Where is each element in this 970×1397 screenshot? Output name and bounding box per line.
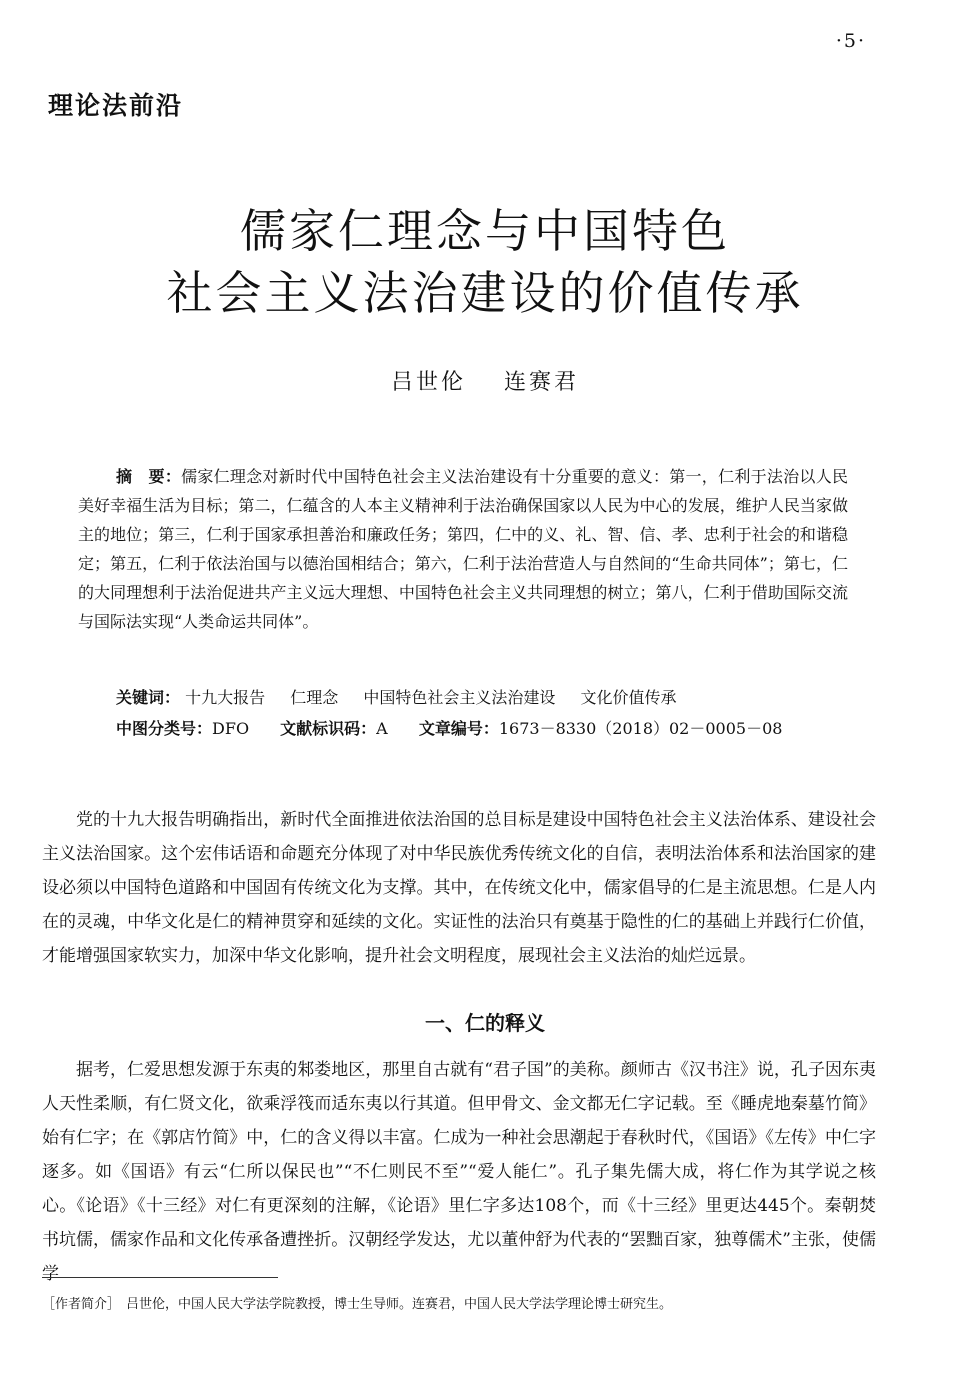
abstract-text: 儒家仁理念对新时代中国特色社会主义法治建设有十分重要的意义：第一，仁利于法治以人民美好幸福生活为目标；第二，仁蕴含的人本主义精神利于法治确保国家以人民为中心的发展，维护人民当家做主的地位；第三，仁利于国家承担善治和廉政任务；第四，仁中的义、礼、智、信、孝、忠利于社会的和谐稳定；第五，仁利于依法治国与以德治国相结合；第六，仁利于法治营造人与自然间的“生命共同体”；第七，仁的大同理想利于法治促进共产主义远大理想、中国特色社会主义共同理想的树立；第八，仁利于借助国际交流与国际法实现“人类命运共同体”。 [78,467,848,631]
keyword: 十九大报告 [185,688,266,707]
article-no-label: 文章编号： [418,719,499,738]
doc-code-label: 文献标识码： [280,719,377,738]
article-title [0,200,970,324]
author-footnote [42,1293,902,1312]
doc-code-value: A [376,719,388,738]
article-title-line-2: 社会主义法治建设的价值传承 [166,266,804,320]
author-name: 连赛君 [504,370,580,395]
column-title: 理论法前沿 [48,91,184,120]
article-title-line-1: 儒家仁理念与中国特色 [240,204,730,258]
intro-paragraph: 党的十九大报告明确指出，新时代全面推进依法治国的总目标是建设中国特色社会主义法治体系、建设社会主义法治国家。这个宏伟话语和命题充分体现了对中华民族优秀传统文化的自信，表明法治体系和法治国家的建设必须以中国特色道路和中国固有传统文化为支撑。其中，在传统文化中，儒家倡导的仁是主流思想。仁是人内在的灵魂，中华文化是仁的精神贯穿和延续的文化。实证性的法治只有奠基于隐性的仁的基础上并践行仁价值，才能增强国家软实力，加深中华文化影响，提升社会文明程度，展现社会主义法治的灿烂远景。 [42,810,876,966]
keywords-line [116,685,696,708]
clc-value: DFO [212,719,250,738]
footnote-divider [42,1277,278,1278]
intro-section [42,803,876,973]
keyword: 中国特色社会主义法治建设 [363,688,556,707]
keywords-label: 关键词： [116,688,181,707]
keyword: 仁理念 [290,688,339,707]
article-no-value: 1673－8330（2018）02－0005－08 [498,719,783,738]
keyword: 文化价值传承 [580,688,677,707]
author-name: 吕世伦 [390,370,466,395]
abstract [78,462,848,636]
section-heading: 一、仁的释义 [425,1011,545,1035]
footnote-text: 吕世伦，中国人民大学法学院教授，博士生导师。连赛君，中国人民大学法学理论博士研究生。 [126,1297,673,1312]
abstract-label: 摘 要： [116,467,182,486]
author-list [0,365,970,396]
clc-label: 中图分类号： [116,719,213,738]
section-paragraph: 据考，仁爱思想发源于东夷的邾娄地区，那里自古就有“君子国”的美称。颜师古《汉书注》说，孔子因东夷人天性柔顺，有仁贤文化，欲乘浮筏而适东夷以行其道。但甲骨文、金文都无仁字记载。至《睡虎地秦墓竹简》始有仁字；在《郭店竹简》中，仁的含义得以丰富。仁成为一种社会思潮起于春秋时代，《国语》《左传》中仁字逐多。如《国语》有云“仁所以保民也”“不仁则民不至”“爱人能仁”。孔子集先儒大成，将仁作为其学说之核心。《论语》《十三经》对仁有更深刻的注解，《论语》里仁字多达108个，而《十三经》里更达445个。秦朝焚书坑儒，儒家作品和文化传承备遭挫折。汉朝经学发达，尤以董仲舒为代表的“罢黜百家，独尊儒术”主张，使儒学 [42,1060,876,1284]
section-body [42,1053,876,1291]
classification-line [116,716,782,739]
page-number: ·5· [835,30,866,52]
footnote-label: ［作者简介］ [42,1297,121,1312]
